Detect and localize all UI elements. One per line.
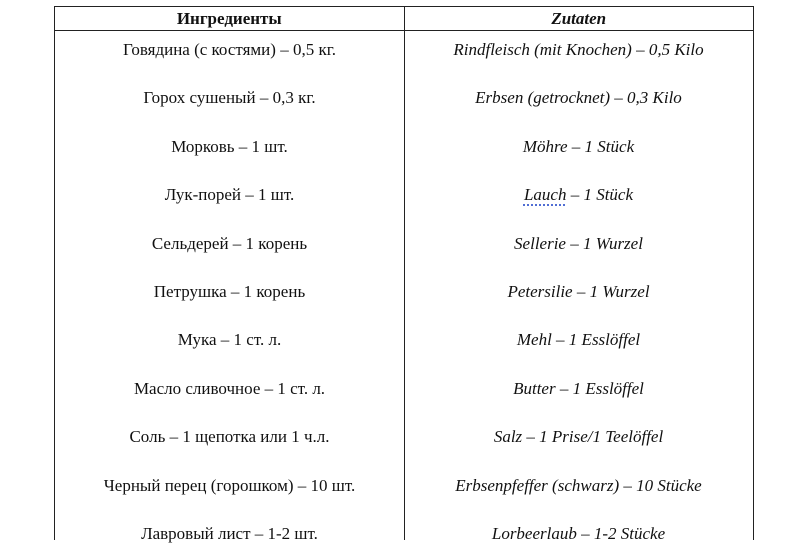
ingredient-de [404,180,753,210]
ingredient-de: Lorbeerlaub – 1-2 Stücke [491,524,666,543]
ingredient-ru: Лавровый лист – 1-2 шт. [141,524,318,543]
ingredient-de: Erbsen (getrocknet) – 0,3 Kilo [475,88,682,107]
ingredient-ru: Горох сушеный – 0,3 кг. [143,88,316,107]
table-row [55,422,753,452]
ingredient-de: Petersilie – 1 Wurzel [507,282,650,301]
ingredient-ru: Говядина (с костями) – 0,5 кг. [122,40,337,59]
ingredient-ru: Масло сливочное – 1 ст. л. [133,379,326,398]
ingredient-de: Salz – 1 Prise/1 Teelöffel [493,427,664,446]
table-row [55,519,753,549]
ingredients-table [54,6,754,543]
header-ingredients-ru: Ингредиенты [55,7,405,30]
ingredient-ru: Черный перец (горошком) – 10 шт. [103,476,356,495]
ingredient-ru: Соль – 1 щепотка или 1 ч.л. [129,427,330,446]
table-row [55,83,753,113]
table-row [55,229,753,259]
table-row [55,180,753,210]
header-zutaten-de: Zutaten [551,9,607,28]
ingredient-ru: Морковь – 1 шт. [171,137,288,156]
table-row [55,471,753,501]
ingredient-ru: Сельдерей – 1 корень [151,234,308,253]
ingredient-de-rest: – 1 Stück [566,185,634,204]
table-row [55,35,753,65]
ingredient-de: Butter – 1 Esslöffel [513,379,644,398]
table-body [55,31,753,543]
ingredient-de: Mehl – 1 Esslöffel [516,330,641,349]
table-row [55,374,753,404]
table-row [55,277,753,307]
table-row [55,325,753,355]
ingredient-de: Rindfleisch (mit Knochen) – 0,5 Kilo [453,40,704,59]
ingredient-ru: Петрушка – 1 корень [153,282,306,301]
ingredient-de: Möhre – 1 Stück [522,137,635,156]
ingredient-ru: Лук-порей – 1 шт. [164,185,295,204]
table-header-row [55,7,753,31]
table-row [55,132,753,162]
ingredient-ru: Мука – 1 ст. л. [177,330,282,349]
ingredient-de: Erbsenpfeffer (schwarz) – 10 Stücke [455,476,702,495]
ingredient-de: Sellerie – 1 Wurzel [514,234,643,253]
spellcheck-marked-word: Lauch [523,185,567,204]
